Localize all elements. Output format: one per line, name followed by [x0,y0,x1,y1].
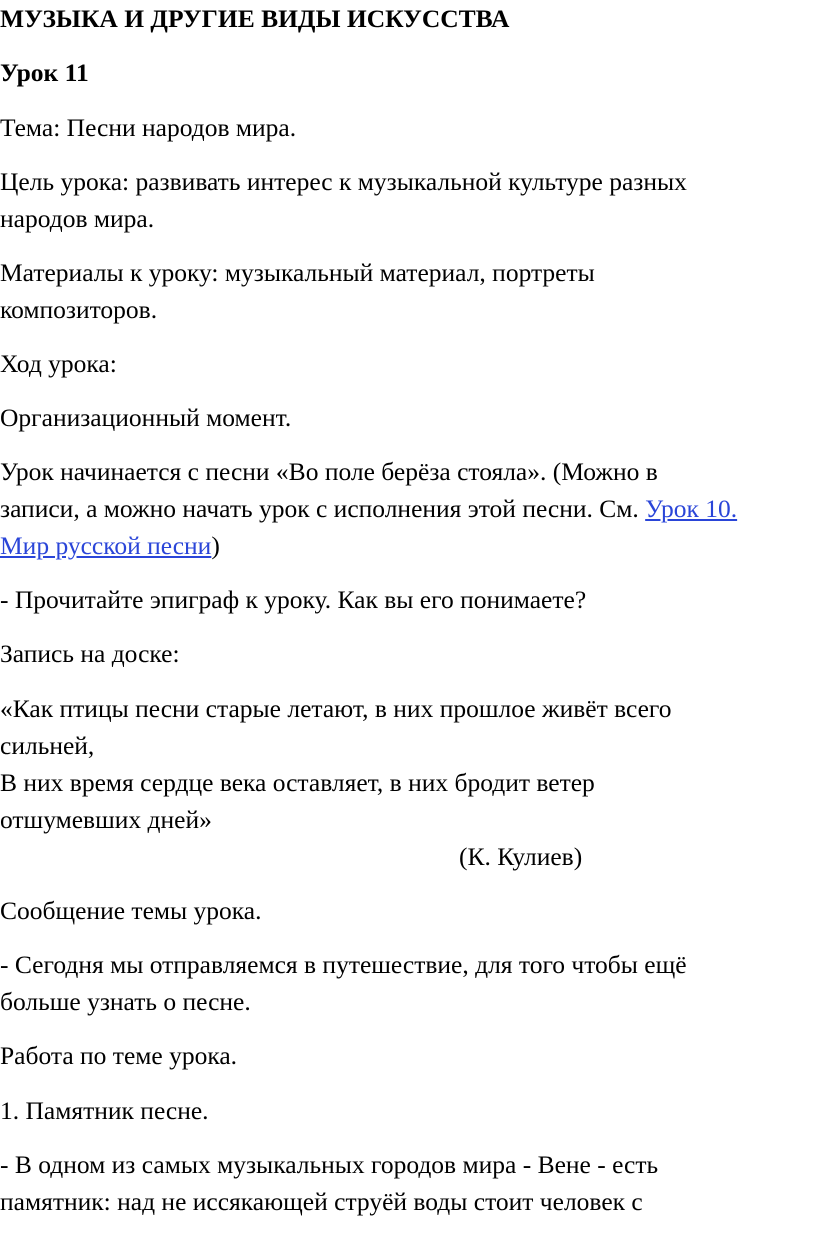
lesson-topic: Тема: Песни народов мира. [0,113,297,142]
materials-line-2: композиторов. [0,295,158,324]
organizational-moment: Организационный момент. [0,403,292,432]
intro-line-3 [0,531,220,561]
intro-line-1: Урок начинается с песни «Во поле берёза стояла». (Можно в [0,457,658,486]
topic-message-heading: Сообщение темы урока. [0,896,262,925]
epigraph-author: (К. Кулиев) [459,842,583,871]
lesson-goal-line-2: народов мира. [0,204,155,233]
vienna-line-2: памятник: над не иссякающей струёй воды стоит человек с [0,1187,643,1216]
vienna-line-1: - В одном из самых музыкальных городов мира - Вене - есть [0,1150,659,1179]
intro-line-2-text: записи, а можно начать урок с исполнения этой песни. См. [0,494,646,523]
today-line-1: - Сегодня мы отправляемся в путешествие, для того чтобы ещё [0,950,687,979]
today-line-2: больше узнать о песне. [0,987,251,1016]
lesson-10-link-part-1[interactable]: Урок 10. [645,494,738,523]
lesson-progress-heading: Ход урока: [0,349,117,378]
materials-line-1: Материалы к уроку: музыкальный материал, портреты [0,258,595,287]
lesson-number: Урок 11 [0,58,89,87]
lesson-10-link-part-2[interactable]: Мир русской песни [0,531,212,560]
read-epigraph-question: - Прочитайте эпиграф к уроку. Как вы его понимаете? [0,585,587,614]
epigraph-line-1: «Как птицы песни старые летают, в них прошлое живёт всего [0,694,672,723]
intro-line-2 [0,494,737,524]
intro-closing-paren: ) [211,531,220,560]
work-topic-heading: Работа по теме урока. [0,1041,238,1070]
board-note-label: Запись на доске: [0,639,180,668]
epigraph-line-4: отшумевших дней» [0,805,212,834]
monument-heading: 1. Памятник песне. [0,1096,209,1125]
document-heading: МУЗЫКА И ДРУГИЕ ВИДЫ ИСКУССТВА [0,4,510,33]
lesson-goal-line-1: Цель урока: развивать интерес к музыкальной культуре разных [0,167,687,196]
epigraph-line-2: сильней, [0,731,95,760]
epigraph-line-3: В них время сердце века оставляет, в них бродит ветер [0,768,595,797]
